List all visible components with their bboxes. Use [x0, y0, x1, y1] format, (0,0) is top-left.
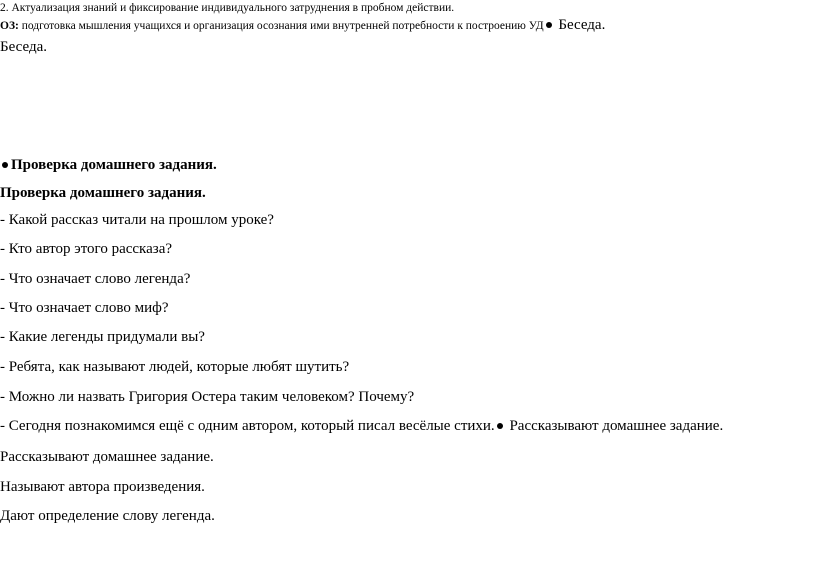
bullet-icon: [497, 423, 503, 429]
question-8: [0, 419, 723, 434]
homework-bullet-title: [0, 158, 217, 173]
bullet-icon: [2, 162, 8, 168]
question-7: - Можно ли назвать Григория Остера таким человеком? Почему?: [0, 389, 415, 405]
oz-tail: Беседа.: [554, 17, 606, 33]
section-heading: 2. Актуализация знаний и фиксирование индивидуального затруднения в пробном действии.: [0, 2, 455, 14]
question-2: - Кто автор этого рассказа?: [0, 241, 173, 257]
oz-label: ОЗ:: [0, 20, 19, 32]
homework-title: Проверка домашнего задания.: [0, 185, 206, 201]
answer-1: Рассказывают домашнее задание.: [0, 449, 214, 465]
beseda-text: Беседа.: [0, 39, 47, 55]
question-5: - Какие легенды придумали вы?: [0, 329, 205, 345]
bullet-icon: [546, 22, 552, 28]
question-3: - Что означает слово легенда?: [0, 271, 191, 287]
oz-text: подготовка мышления учащихся и организация осознания ими внутренней потребности к построению УД: [18, 20, 544, 32]
oz-line: [0, 18, 605, 33]
question-1: - Какой рассказ читали на прошлом уроке?: [0, 212, 274, 228]
question-8-tail: Рассказывают домашнее задание.: [505, 418, 724, 434]
question-6: - Ребята, как называют людей, которые любят шутить?: [0, 359, 350, 375]
answer-2: Называют автора произведения.: [0, 479, 205, 495]
answer-3: Дают определение слову легенда.: [0, 508, 215, 524]
question-8-text: - Сегодня познакомимся ещё с одним автором, который писал весёлые стихи.: [0, 418, 495, 434]
question-4: - Что означает слово миф?: [0, 300, 169, 316]
homework-bullet-title-text: Проверка домашнего задания.: [11, 157, 217, 173]
